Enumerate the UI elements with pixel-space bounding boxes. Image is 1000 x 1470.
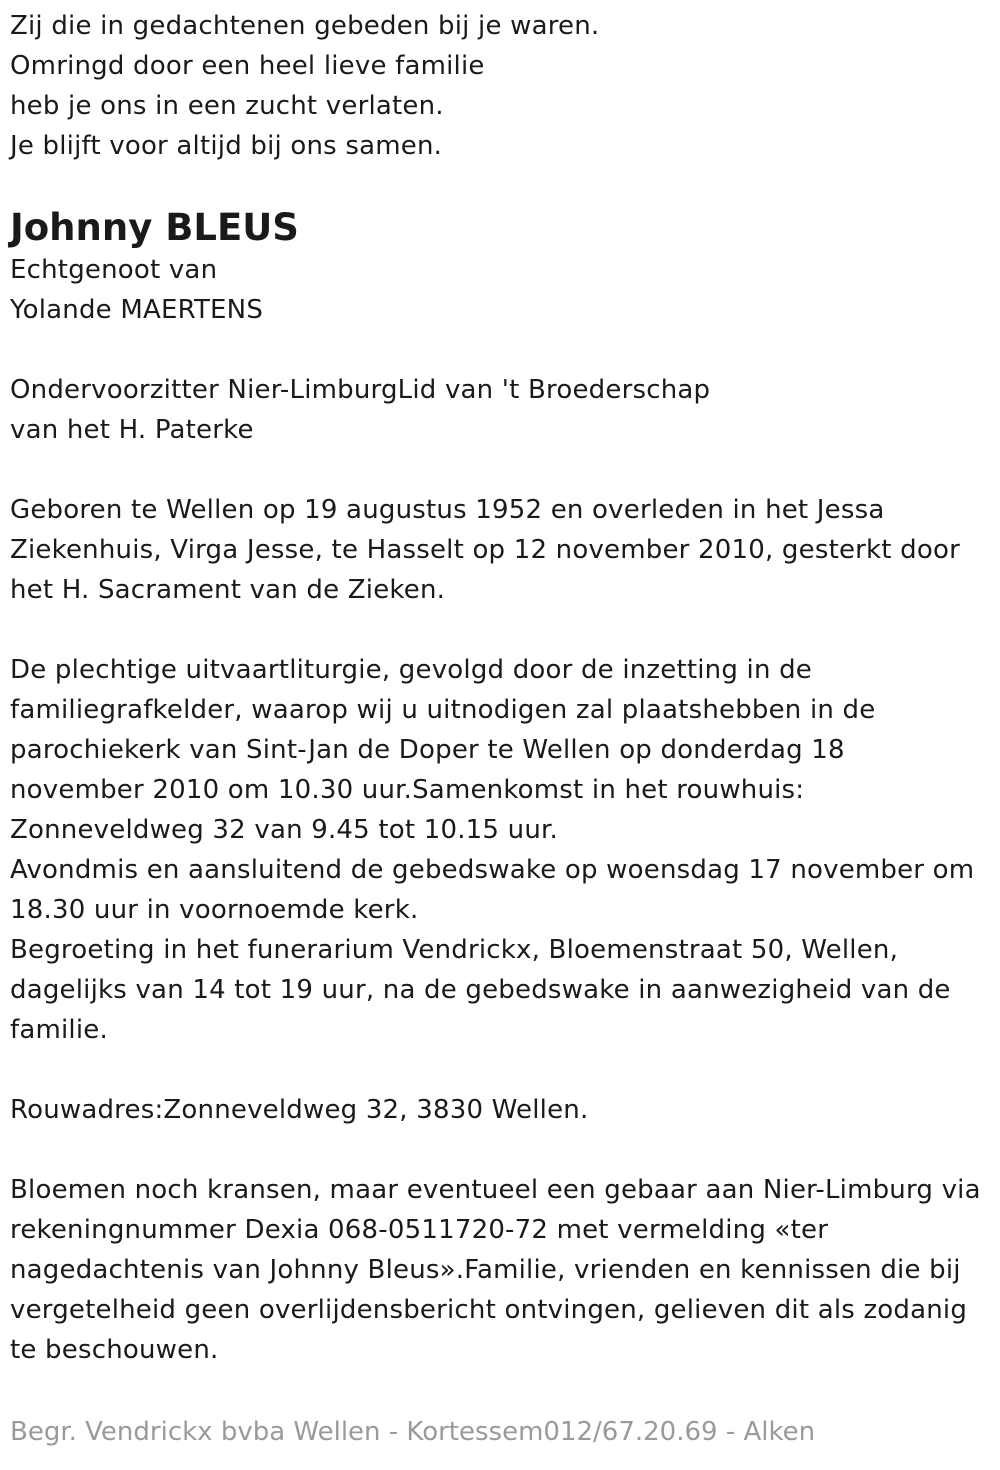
spacer: [10, 330, 995, 370]
paragraph-line: De plechtige uitvaartliturgie, gevolgd door de inzetting in de: [10, 655, 812, 685]
poem: [10, 6, 995, 166]
obituary-notice: [10, 6, 995, 1370]
paragraph-line: Begroeting in het funerarium Vendrickx, Bloemenstraat 50, Wellen,: [10, 935, 899, 965]
role-line: Ondervoorzitter Nier-LimburgLid van 't Broederschap: [10, 375, 711, 405]
paragraph-line: Zonneveldweg 32 van 9.45 tot 10.15 uur.: [10, 815, 558, 845]
funeral-home-footer: Begr. Vendrickx bvba Wellen - Kortessem012/67.20.69 - Alken: [10, 1417, 816, 1447]
birth-death-paragraph: [10, 490, 995, 610]
paragraph-line: Bloemen noch kransen, maar eventueel een gebaar aan Nier-Limburg via: [10, 1175, 981, 1205]
poem-line: Omringd door een heel lieve familie: [10, 51, 485, 81]
roles: [10, 370, 995, 450]
address-line: Rouwadres:Zonneveldweg 32, 3830 Wellen.: [10, 1095, 589, 1125]
flowers-paragraph: [10, 1170, 995, 1370]
spouse-line: Echtgenoot van: [10, 255, 218, 285]
paragraph-line: Ziekenhuis, Virga Jesse, te Hasselt op 12 november 2010, gesterkt door: [10, 535, 960, 565]
paragraph-line: Avondmis en aansluitend de gebedswake op woensdag 17 november om: [10, 855, 975, 885]
mourning-address: [10, 1090, 995, 1130]
paragraph-line: parochiekerk van Sint-Jan de Doper te Wellen op donderdag 18: [10, 735, 845, 765]
poem-line: heb je ons in een zucht verlaten.: [10, 91, 444, 121]
poem-line: Je blijft voor altijd bij ons samen.: [10, 131, 443, 161]
spacer: [10, 1130, 995, 1170]
paragraph-line: te beschouwen.: [10, 1335, 219, 1365]
paragraph-line: familiegrafkelder, waarop wij u uitnodigen zal plaatshebben in de: [10, 695, 876, 725]
paragraph-line: november 2010 om 10.30 uur.Samenkomst in het rouwhuis:: [10, 775, 805, 805]
poem-line: Zij die in gedachtenen gebeden bij je waren.: [10, 11, 600, 41]
paragraph-line: dagelijks van 14 tot 19 uur, na de gebedswake in aanwezigheid van de: [10, 975, 951, 1005]
paragraph-line: familie.: [10, 1015, 108, 1045]
paragraph-line: nagedachtenis van Johnny Bleus».Familie, vrienden en kennissen die bij: [10, 1255, 961, 1285]
role-line: van het H. Paterke: [10, 415, 254, 445]
spouse-info: [10, 250, 995, 330]
spacer: [10, 1050, 995, 1090]
spacer: [10, 450, 995, 490]
paragraph-line: vergetelheid geen overlijdensbericht ontvingen, gelieven dit als zodanig: [10, 1295, 968, 1325]
spacer: [10, 610, 995, 650]
deceased-name: Johnny BLEUS: [10, 206, 299, 249]
paragraph-line: rekeningnummer Dexia 068-0511720-72 met vermelding «ter: [10, 1215, 829, 1245]
paragraph-line: 18.30 uur in voornoemde kerk.: [10, 895, 419, 925]
spouse-line: Yolande MAERTENS: [10, 295, 264, 325]
funeral-paragraph: [10, 650, 995, 1050]
paragraph-line: het H. Sacrament van de Zieken.: [10, 575, 446, 605]
paragraph-line: Geboren te Wellen op 19 augustus 1952 en overleden in het Jessa: [10, 495, 885, 525]
